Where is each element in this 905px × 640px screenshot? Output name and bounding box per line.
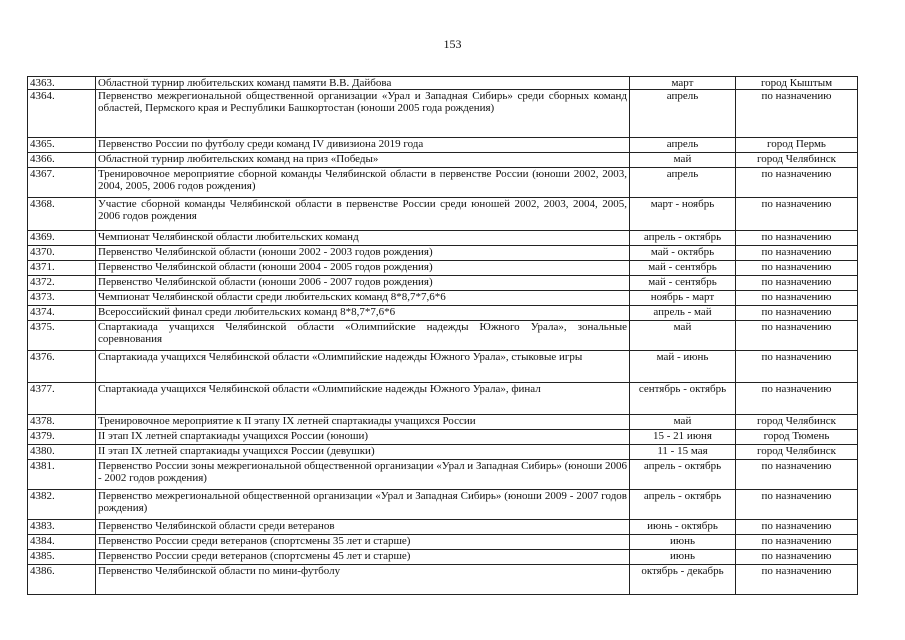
event-name: Тренировочное мероприятие сборной команды Челябинской области в первенстве России (юноши 2002, 2003, 2004, 2005, 2006 годов рождения) bbox=[96, 168, 630, 198]
row-number: 4380. bbox=[28, 445, 96, 460]
event-name: Спартакиада учащихся Челябинской области «Олимпийские надежды Южного Урала», зональные соревнования bbox=[96, 321, 630, 351]
row-number: 4370. bbox=[28, 246, 96, 261]
event-date: октябрь - декабрь bbox=[630, 565, 736, 595]
row-number: 4366. bbox=[28, 153, 96, 168]
event-date: июнь - октябрь bbox=[630, 520, 736, 535]
table-row bbox=[28, 490, 858, 520]
event-date: сентябрь - октябрь bbox=[630, 383, 736, 415]
event-name: Всероссийский финал среди любительских команд 8*8,7*7,6*6 bbox=[96, 306, 630, 321]
event-name: Первенство Челябинской области (юноши 2004 - 2005 годов рождения) bbox=[96, 261, 630, 276]
event-date: ноябрь - март bbox=[630, 291, 736, 306]
event-place: город Пермь bbox=[736, 138, 858, 153]
row-number: 4367. bbox=[28, 168, 96, 198]
event-date: апрель bbox=[630, 138, 736, 153]
event-name: Областной турнир любительских команд памяти В.В. Дайбова bbox=[96, 77, 630, 90]
row-number: 4385. bbox=[28, 550, 96, 565]
event-name: Первенство Челябинской области по мини-футболу bbox=[96, 565, 630, 595]
row-number: 4382. bbox=[28, 490, 96, 520]
row-number: 4377. bbox=[28, 383, 96, 415]
event-place: город Челябинск bbox=[736, 415, 858, 430]
table-row bbox=[28, 460, 858, 490]
events-table-body bbox=[28, 77, 858, 595]
event-place: по назначению bbox=[736, 261, 858, 276]
event-name: Чемпионат Челябинской области среди любительских команд 8*8,7*7,6*6 bbox=[96, 291, 630, 306]
page-number: 153 bbox=[443, 37, 462, 51]
event-date: май bbox=[630, 321, 736, 351]
event-place: город Кыштым bbox=[736, 77, 858, 90]
event-name: Тренировочное мероприятие к II этапу IX летней спартакиады учащихся России bbox=[96, 415, 630, 430]
table-row bbox=[28, 90, 858, 138]
row-number: 4369. bbox=[28, 231, 96, 246]
event-place: по назначению bbox=[736, 490, 858, 520]
event-date: июнь bbox=[630, 550, 736, 565]
row-number: 4376. bbox=[28, 351, 96, 383]
row-number: 4384. bbox=[28, 535, 96, 550]
event-date: апрель - май bbox=[630, 306, 736, 321]
table-row bbox=[28, 246, 858, 261]
event-date: 15 - 21 июня bbox=[630, 430, 736, 445]
event-name: Первенство межрегиональной общественной организации «Урал и Западная Сибирь» среди сборных команд областей, Пермского края и Республики Башкортостан (юноши 2005 года рождения) bbox=[96, 90, 630, 138]
table-row bbox=[28, 231, 858, 246]
event-date: апрель - октябрь bbox=[630, 460, 736, 490]
event-name: Первенство Челябинской области (юноши 2002 - 2003 годов рождения) bbox=[96, 246, 630, 261]
table-row bbox=[28, 383, 858, 415]
table-row bbox=[28, 306, 858, 321]
event-date: июнь bbox=[630, 535, 736, 550]
event-place: по назначению bbox=[736, 520, 858, 535]
row-number: 4363. bbox=[28, 77, 96, 90]
event-name: Первенство России среди ветеранов (спортсмены 45 лет и старше) bbox=[96, 550, 630, 565]
row-number: 4381. bbox=[28, 460, 96, 490]
event-place: по назначению bbox=[736, 291, 858, 306]
event-place: по назначению bbox=[736, 351, 858, 383]
table-row bbox=[28, 415, 858, 430]
event-name: Первенство Челябинской области среди ветеранов bbox=[96, 520, 630, 535]
event-date: май - июнь bbox=[630, 351, 736, 383]
row-number: 4371. bbox=[28, 261, 96, 276]
event-name: II этап IX летней спартакиады учащихся России (девушки) bbox=[96, 445, 630, 460]
row-number: 4365. bbox=[28, 138, 96, 153]
event-date: май - октябрь bbox=[630, 246, 736, 261]
event-place: по назначению bbox=[736, 198, 858, 231]
row-number: 4372. bbox=[28, 276, 96, 291]
row-number: 4375. bbox=[28, 321, 96, 351]
event-place: город Челябинск bbox=[736, 153, 858, 168]
event-name: Областной турнир любительских команд на приз «Победы» bbox=[96, 153, 630, 168]
event-place: по назначению bbox=[736, 306, 858, 321]
event-name: Первенство России зоны межрегиональной общественной организации «Урал и Западная Сибирь» (юноши 2006 - 2002 годов рождения) bbox=[96, 460, 630, 490]
event-place: по назначению bbox=[736, 90, 858, 138]
event-place: по назначению bbox=[736, 460, 858, 490]
event-name: Спартакиада учащихся Челябинской области «Олимпийские надежды Южного Урала», стыковые игры bbox=[96, 351, 630, 383]
events-table bbox=[27, 76, 858, 595]
event-name: Первенство Челябинской области (юноши 2006 - 2007 годов рождения) bbox=[96, 276, 630, 291]
table-row bbox=[28, 276, 858, 291]
event-place: по назначению bbox=[736, 383, 858, 415]
row-number: 4368. bbox=[28, 198, 96, 231]
row-number: 4364. bbox=[28, 90, 96, 138]
event-place: по назначению bbox=[736, 168, 858, 198]
event-date: март - ноябрь bbox=[630, 198, 736, 231]
event-name: II этап IX летней спартакиады учащихся России (юноши) bbox=[96, 430, 630, 445]
event-place: по назначению bbox=[736, 246, 858, 261]
table-row bbox=[28, 520, 858, 535]
event-date: апрель - октябрь bbox=[630, 231, 736, 246]
table-row bbox=[28, 321, 858, 351]
table-row bbox=[28, 138, 858, 153]
row-number: 4374. bbox=[28, 306, 96, 321]
table-row bbox=[28, 168, 858, 198]
table-row bbox=[28, 261, 858, 276]
event-date: май - сентябрь bbox=[630, 261, 736, 276]
event-name: Участие сборной команды Челябинской области в первенстве России среди юношей 2002, 2003, 2004, 2005, 2006 годов рождения bbox=[96, 198, 630, 231]
table-row bbox=[28, 198, 858, 231]
table-row bbox=[28, 445, 858, 460]
row-number: 4379. bbox=[28, 430, 96, 445]
event-date: апрель bbox=[630, 168, 736, 198]
event-place: город Челябинск bbox=[736, 445, 858, 460]
event-name: Чемпионат Челябинской области любительских команд bbox=[96, 231, 630, 246]
event-date: апрель - октябрь bbox=[630, 490, 736, 520]
row-number: 4386. bbox=[28, 565, 96, 595]
table-row bbox=[28, 565, 858, 595]
table-row bbox=[28, 351, 858, 383]
event-date: май - сентябрь bbox=[630, 276, 736, 291]
table-row bbox=[28, 550, 858, 565]
event-name: Первенство межрегиональной общественной организации «Урал и Западная Сибирь» (юноши 2009 - 2007 годов рождения) bbox=[96, 490, 630, 520]
table-row bbox=[28, 153, 858, 168]
event-place: по назначению bbox=[736, 276, 858, 291]
event-place: по назначению bbox=[736, 231, 858, 246]
row-number: 4383. bbox=[28, 520, 96, 535]
event-date: май bbox=[630, 415, 736, 430]
table-row bbox=[28, 291, 858, 306]
row-number: 4373. bbox=[28, 291, 96, 306]
table-row bbox=[28, 430, 858, 445]
event-name: Первенство России среди ветеранов (спортсмены 35 лет и старше) bbox=[96, 535, 630, 550]
event-place: по назначению bbox=[736, 321, 858, 351]
row-number: 4378. bbox=[28, 415, 96, 430]
event-date: март bbox=[630, 77, 736, 90]
event-date: май bbox=[630, 153, 736, 168]
event-date: апрель bbox=[630, 90, 736, 138]
event-place: по назначению bbox=[736, 550, 858, 565]
event-place: по назначению bbox=[736, 535, 858, 550]
event-date: 11 - 15 мая bbox=[630, 445, 736, 460]
event-name: Спартакиада учащихся Челябинской области «Олимпийские надежды Южного Урала», финал bbox=[96, 383, 630, 415]
table-row bbox=[28, 77, 858, 90]
event-place: по назначению bbox=[736, 565, 858, 595]
table-row bbox=[28, 535, 858, 550]
event-name: Первенство России по футболу среди команд IV дивизиона 2019 года bbox=[96, 138, 630, 153]
event-place: город Тюмень bbox=[736, 430, 858, 445]
